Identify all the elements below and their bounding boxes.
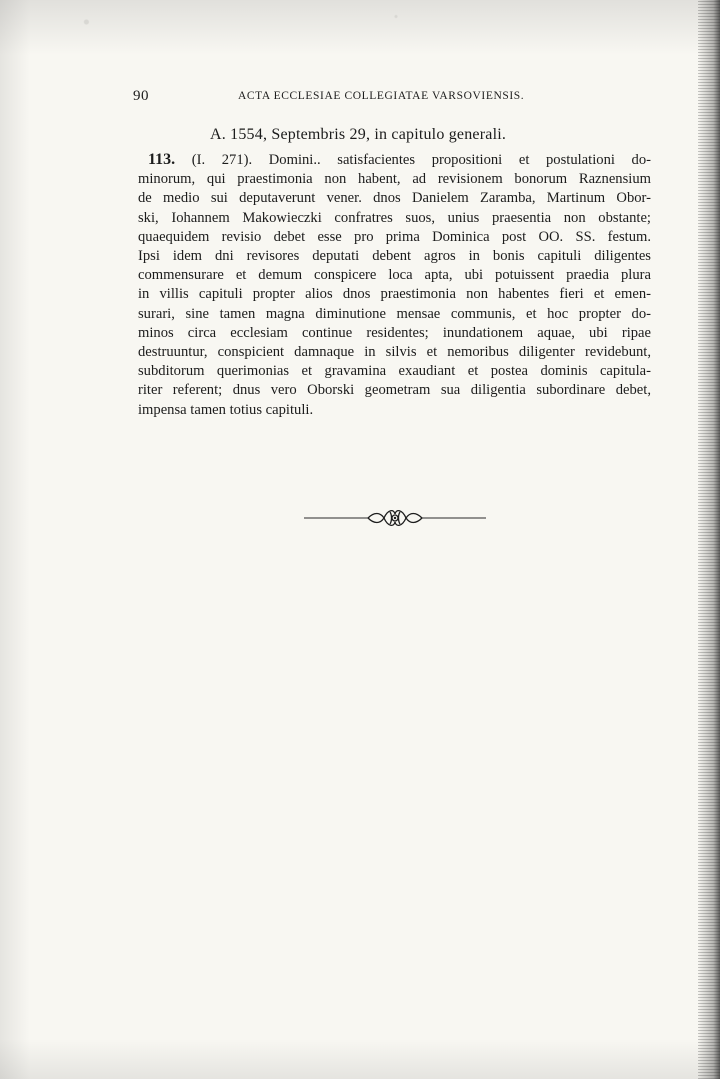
body-line: in villis capituli propter alios dnos praestimonia non habentes fieri et emen- [138, 286, 651, 303]
scan-edge-left [0, 0, 30, 1079]
body-line: de medio sui deputaverunt vener. dnos Danielem Zaramba, Martinum Obor- [138, 190, 651, 207]
body-line: Ipsi idem dni revisores deputati debent agros in bonis capituli diligentes [138, 248, 651, 265]
body-line: ski, Iohannem Makowieczki confratres suos, unius praesentia non obstante; [138, 209, 651, 226]
entry-heading: A. 1554, Septembris 29, in capitulo generali. [210, 126, 507, 143]
body-line: minorum, qui praestimonia non habent, ad revisionem bonorum Raznensium [138, 171, 651, 188]
body-line: impensa tamen totius capituli. [138, 401, 314, 418]
scan-edge-bottom [0, 1039, 720, 1079]
running-head: ACTA ECCLESIAE COLLEGIATAE VARSOVIENSIS. [238, 90, 525, 102]
scan-edge-top [0, 0, 720, 55]
body-line: minos circa ecclesiam continue residentes; inundationem aquae, ubi ripae [138, 324, 651, 341]
page-number: 90 [133, 88, 149, 104]
body-line: 113. (I. 271). Domini.. satisfacientes propositioni et postulationi do- [148, 151, 651, 168]
fleuron-divider-icon [304, 506, 486, 530]
page-header [133, 88, 658, 108]
body-line: destruuntur, conspicient damnaque in silvis et nemoribus diligenter revidebunt, [138, 344, 651, 361]
body-line: surari, sine tamen magna diminutione mensae communis, et hoc propter do- [138, 305, 651, 322]
scan-edge-right [698, 0, 720, 1079]
body-line: subditorum querimonias et gravamina exaudiant et postea dominis capitula- [138, 363, 651, 380]
body-line: quaequidem revisio debet esse pro prima Dominica post OO. SS. festum. [138, 228, 651, 245]
entry-number: 113. [148, 151, 176, 168]
body-line: commensurare et demum conspicere loca apta, ubi potuissent praedia plura [138, 267, 651, 284]
entry-body [138, 150, 651, 420]
body-line: riter referent; dnus vero Oborski geometram sua diligentia subordinare debet, [138, 382, 651, 399]
